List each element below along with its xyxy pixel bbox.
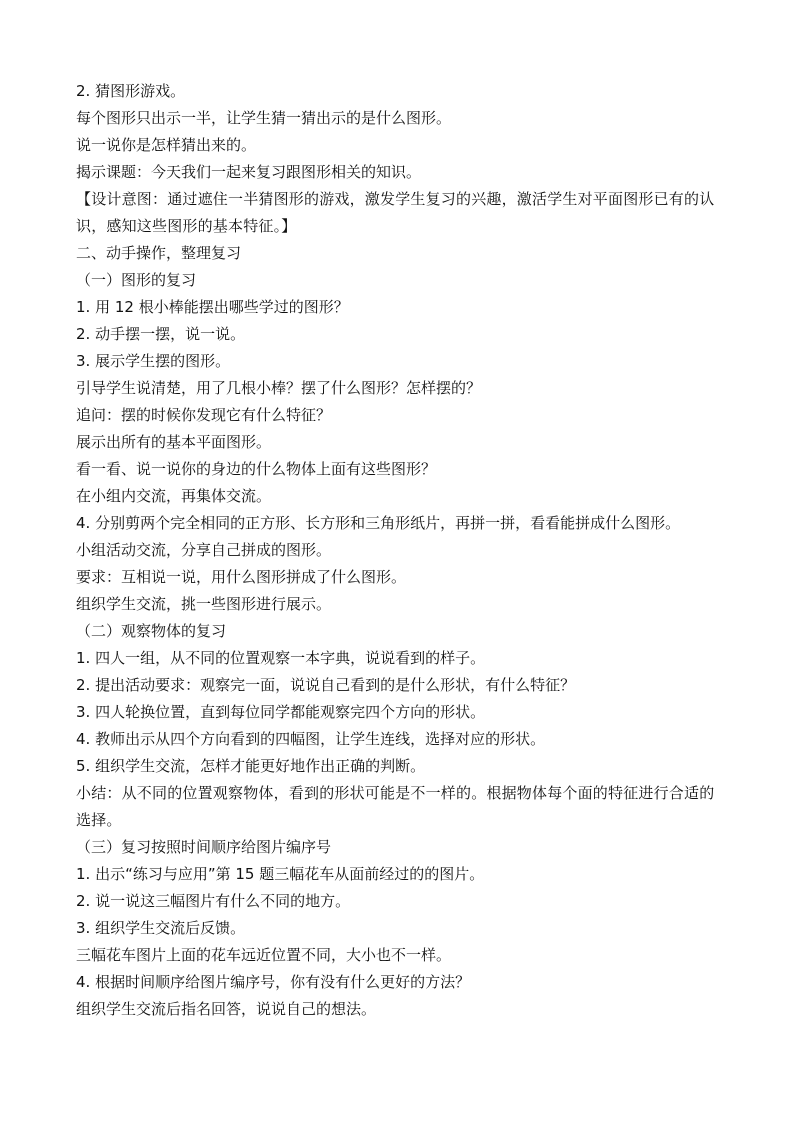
text-line: 2. 说一说这三幅图片有什么不同的地方。 (76, 892, 351, 910)
text-line: 2. 提出活动要求：观察完一面，说说自己看到的是什么形状，有什么特征？ (76, 676, 576, 694)
section-heading: 二、动手操作，整理复习 (76, 244, 242, 262)
text-line: 2. 猜图形游戏。 (76, 82, 186, 100)
text-line: 组织学生交流，挑一些图形进行展示。 (76, 595, 332, 613)
text-line: 追问：摆的时候你发现它有什么特征？ (76, 406, 332, 424)
text-line: 1. 用 12 根小棒能摆出哪些学过的图形？ (76, 298, 349, 316)
design-intent-paragraph: 【设计意图：通过遮住一半猜图形的游戏，激发学生复习的兴趣，激活学生对平面图形已有的认识，感知这些图形的基本特征。】 (76, 190, 715, 235)
text-line: 要求：互相说一说，用什么图形拼成了什么图形。 (76, 568, 407, 586)
text-line: 3. 四人轮换位置，直到每位同学都能观察完四个方向的形状。 (76, 703, 486, 721)
text-line: 每个图形只出示一半，让学生猜一猜出示的是什么图形。 (76, 109, 452, 127)
text-line: 组织学生交流后指名回答，说说自己的想法。 (76, 1000, 377, 1018)
text-line: 5. 组织学生交流，怎样才能更好地作出正确的判断。 (76, 757, 426, 775)
text-line: 3. 组织学生交流后反馈。 (76, 919, 246, 937)
text-line: 说一说你是怎样猜出来的。 (76, 136, 257, 154)
text-line: 3. 展示学生摆的图形。 (76, 352, 231, 370)
subsection-heading: （二）观察物体的复习 (76, 622, 227, 640)
text-line: 在小组内交流，再集体交流。 (76, 487, 272, 505)
summary-paragraph: 小结：从不同的位置观察物体，看到的形状可能是不一样的。根据物体每个面的特征进行合适的选择。 (76, 784, 715, 829)
text-line: 4. 根据时间顺序给图片编序号，你有没有什么更好的方法？ (76, 973, 471, 991)
text-line: 三幅花车图片上面的花车远近位置不同，大小也不一样。 (76, 946, 452, 964)
text-line: 1. 四人一组，从不同的位置观察一本字典，说说看到的样子。 (76, 649, 486, 667)
text-line: 2. 动手摆一摆，说一说。 (76, 325, 246, 343)
document-body (76, 78, 726, 1023)
text-line: 看一看、说一说你的身边的什么物体上面有这些图形？ (76, 460, 437, 478)
text-line: 揭示课题：今天我们一起来复习跟图形相关的知识。 (76, 163, 422, 181)
text-line: 引导学生说清楚，用了几根小棒？摆了什么图形？怎样摆的？ (76, 379, 482, 397)
text-line: 展示出所有的基本平面图形。 (76, 433, 272, 451)
text-line: 4. 教师出示从四个方向看到的四幅图，让学生连线，选择对应的形状。 (76, 730, 546, 748)
subsection-heading: （三）复习按照时间顺序给图片编序号 (76, 838, 332, 856)
text-line: 4. 分别剪两个完全相同的正方形、长方形和三角形纸片，再拼一拼，看看能拼成什么图形。 (76, 514, 681, 532)
text-line: 小组活动交流，分享自己拼成的图形。 (76, 541, 332, 559)
text-line: 1. 出示“练习与应用”第 15 题三幅花车从面前经过的的图片。 (76, 865, 485, 883)
subsection-heading: （一）图形的复习 (76, 271, 197, 289)
